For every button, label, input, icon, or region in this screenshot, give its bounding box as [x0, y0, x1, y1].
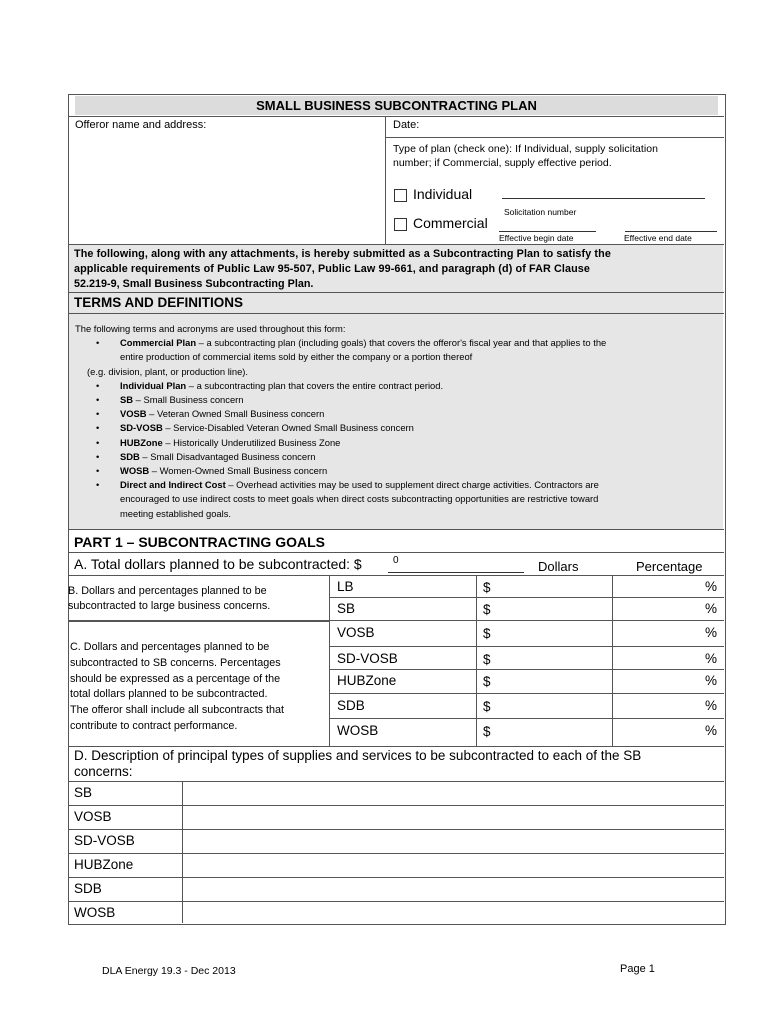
offeror-field[interactable]: [70, 133, 382, 241]
percentage-field[interactable]: [614, 695, 702, 718]
footer-form-id: DLA Energy 19.3 - Dec 2013: [102, 965, 236, 977]
percentage-field[interactable]: [614, 576, 702, 597]
description-field[interactable]: [184, 854, 722, 876]
total-dollars-label: A. Total dollars planned to be subcontracted: $: [74, 556, 362, 572]
description-field[interactable]: [184, 782, 722, 804]
terms-item: [75, 507, 715, 521]
date-field[interactable]: [430, 117, 720, 135]
percentage-field[interactable]: [614, 720, 702, 745]
effective-end-caption: Effective end date: [624, 233, 692, 243]
dollar-amount-field[interactable]: [495, 695, 610, 718]
term-definition: entire production of commercial items sold by either the company or a portion thereof: [120, 351, 473, 363]
dollar-sign: $: [483, 602, 491, 617]
commercial-checkbox[interactable]: [394, 218, 407, 231]
plan-type-text: Type of plan (check one): If Individual, supply solicitation: [393, 143, 659, 155]
dollar-sign: $: [483, 652, 491, 667]
dollar-sign: $: [483, 724, 491, 739]
terms-item: [75, 436, 715, 450]
terms-item: [75, 350, 715, 364]
terms-item: [75, 336, 715, 350]
submission-statement: 52.219-9, Small Business Subcontracting Plan.: [74, 278, 314, 290]
term-name: Commercial Plan: [120, 337, 197, 349]
description-category: SD-VOSB: [74, 833, 135, 848]
term-definition: – a subcontracting plan that covers the entire contract period.: [186, 379, 444, 391]
divider: [476, 575, 477, 746]
term-name: HUBZone: [120, 436, 163, 448]
terms-intro: The following terms and acronyms are used throughout this form:: [75, 323, 346, 334]
dollar-amount-field[interactable]: [495, 598, 610, 620]
goal-category: SD-VOSB: [337, 651, 398, 666]
terms-item: [75, 421, 715, 435]
divider: [68, 313, 724, 314]
divider: [68, 529, 724, 530]
description-label: D. Description of principal types of supplies and services to be subcontracted to each of the SB concerns:: [74, 748, 642, 779]
solicitation-number-caption: Solicitation number: [504, 207, 577, 217]
dollar-amount-field[interactable]: [495, 720, 610, 745]
goal-category: LB: [337, 579, 354, 594]
description-category: VOSB: [74, 809, 112, 824]
solicitation-number-field[interactable]: [502, 197, 705, 199]
individual-checkbox[interactable]: [394, 189, 407, 202]
divider: [68, 292, 724, 293]
term-definition: – Small Business concern: [133, 394, 244, 406]
terms-heading: TERMS AND DEFINITIONS: [74, 295, 244, 310]
small-business-description: C. Dollars and percentages planned to be subcontracted to SB concerns. Percentages should be expressed as a percentage of the total dollars planned to be subcontracted. The offeror shall include all subcontracts that contribute to contract performance.: [70, 641, 285, 732]
percentage-field[interactable]: [614, 598, 702, 620]
term-name: SB: [120, 394, 134, 406]
term-definition: encouraged to use indirect costs to meet goals when direct costs subcontracting opportunities are restrictive toward: [120, 493, 599, 505]
term-definition: meeting established goals.: [120, 507, 232, 519]
dollar-amount-field[interactable]: [495, 622, 610, 646]
percentage-field[interactable]: [614, 622, 702, 646]
effective-begin-field[interactable]: [499, 230, 596, 232]
term-definition: – Overhead activities may be used to supplement direct charge activities. Contractors are: [225, 479, 599, 491]
divider: [329, 575, 330, 746]
percentage-field[interactable]: [614, 648, 702, 669]
divider: [385, 116, 386, 244]
terms-item: [75, 492, 715, 506]
dollar-amount-field[interactable]: [495, 576, 610, 597]
divider: [68, 746, 724, 747]
term-definition: (e.g. division, plant, or production line).: [87, 365, 249, 377]
divider: [329, 646, 724, 647]
dollar-sign: $: [483, 626, 491, 641]
term-definition: – Women-Owned Small Business concern: [149, 465, 328, 477]
form-title: SMALL BUSINESS SUBCONTRACTING PLAN: [75, 96, 718, 115]
page-number: Page 1: [620, 963, 655, 975]
effective-end-field[interactable]: [625, 230, 717, 232]
commercial-label: Commercial: [413, 215, 488, 231]
submission-statement: The following, along with any attachments, is hereby submitted as a Subcontracting Plan to satisfy the: [74, 248, 611, 260]
description-field[interactable]: [184, 902, 722, 924]
description-field[interactable]: [184, 830, 722, 852]
terms-item: [75, 464, 715, 478]
dollar-amount-field[interactable]: [495, 648, 610, 669]
goal-category: SB: [337, 601, 356, 616]
divider: [68, 621, 330, 622]
percent-sign: %: [705, 601, 718, 616]
goal-category: VOSB: [337, 625, 375, 640]
offeror-label: Offeror name and address:: [75, 119, 207, 131]
dollar-sign: $: [483, 674, 491, 689]
divider: [68, 552, 724, 553]
part1-heading: PART 1 – SUBCONTRACTING GOALS: [74, 534, 325, 550]
term-definition: – Small Disadvantaged Business concern: [139, 450, 316, 462]
percent-sign: %: [705, 579, 718, 594]
terms-item: [75, 393, 715, 407]
term-definition: – Veteran Owned Small Business concern: [146, 408, 325, 420]
individual-label: Individual: [413, 186, 473, 202]
description-category: WOSB: [74, 905, 116, 920]
percent-sign: %: [705, 698, 718, 713]
term-definition: – Historically Underutilized Business Zone: [162, 436, 341, 448]
dollar-amount-field[interactable]: [495, 670, 610, 693]
description-category: SB: [74, 785, 93, 800]
percentage-field[interactable]: [614, 670, 702, 693]
total-dollars-value: 0: [393, 555, 399, 566]
term-name: VOSB: [120, 408, 147, 420]
goal-category: HUBZone: [337, 673, 397, 688]
terms-item: [75, 450, 715, 464]
effective-begin-caption: Effective begin date: [499, 233, 574, 243]
dollar-sign: $: [483, 580, 491, 595]
dollar-sign: $: [483, 699, 491, 714]
term-definition: – a subcontracting plan (including goals) that covers the offeror's fiscal year and that applies to the: [196, 337, 607, 349]
large-business-description: B. Dollars and percentages planned to be subcontracted to large business concerns.: [68, 585, 271, 612]
dollars-header: Dollars: [538, 559, 579, 574]
divider: [329, 693, 724, 694]
terms-item: [75, 365, 715, 379]
term-name: SDB: [120, 450, 140, 462]
description-category: HUBZone: [74, 857, 134, 872]
goal-category: WOSB: [337, 723, 379, 738]
submission-statement: applicable requirements of Public Law 95-507, Public Law 99-661, and paragraph (d) of FAR Clause: [74, 263, 590, 275]
terms-item: [75, 379, 715, 393]
description-category: SDB: [74, 881, 102, 896]
terms-item: [75, 407, 715, 421]
goal-category: SDB: [337, 698, 365, 713]
divider: [329, 718, 724, 719]
divider: [68, 620, 724, 621]
description-field[interactable]: [184, 878, 722, 900]
percentage-header: Percentage: [636, 559, 703, 574]
terms-item: [75, 478, 715, 492]
divider: [612, 575, 613, 746]
description-field[interactable]: [184, 806, 722, 828]
divider: [386, 137, 724, 138]
plan-type-text: number; if Commercial, supply effective period.: [393, 157, 612, 169]
term-name: WOSB: [120, 465, 150, 477]
date-label: Date:: [393, 119, 420, 131]
percent-sign: %: [705, 723, 718, 738]
term-definition: – Service-Disabled Veteran Owned Small Business concern: [162, 422, 414, 434]
term-name: SD-VOSB: [120, 422, 163, 434]
term-name: Direct and Indirect Cost: [120, 479, 226, 491]
percent-sign: %: [705, 625, 718, 640]
term-name: Individual Plan: [120, 379, 187, 391]
terms-list: [75, 322, 715, 521]
total-dollars-field[interactable]: [388, 571, 524, 573]
percent-sign: %: [705, 651, 718, 666]
percent-sign: %: [705, 673, 718, 688]
